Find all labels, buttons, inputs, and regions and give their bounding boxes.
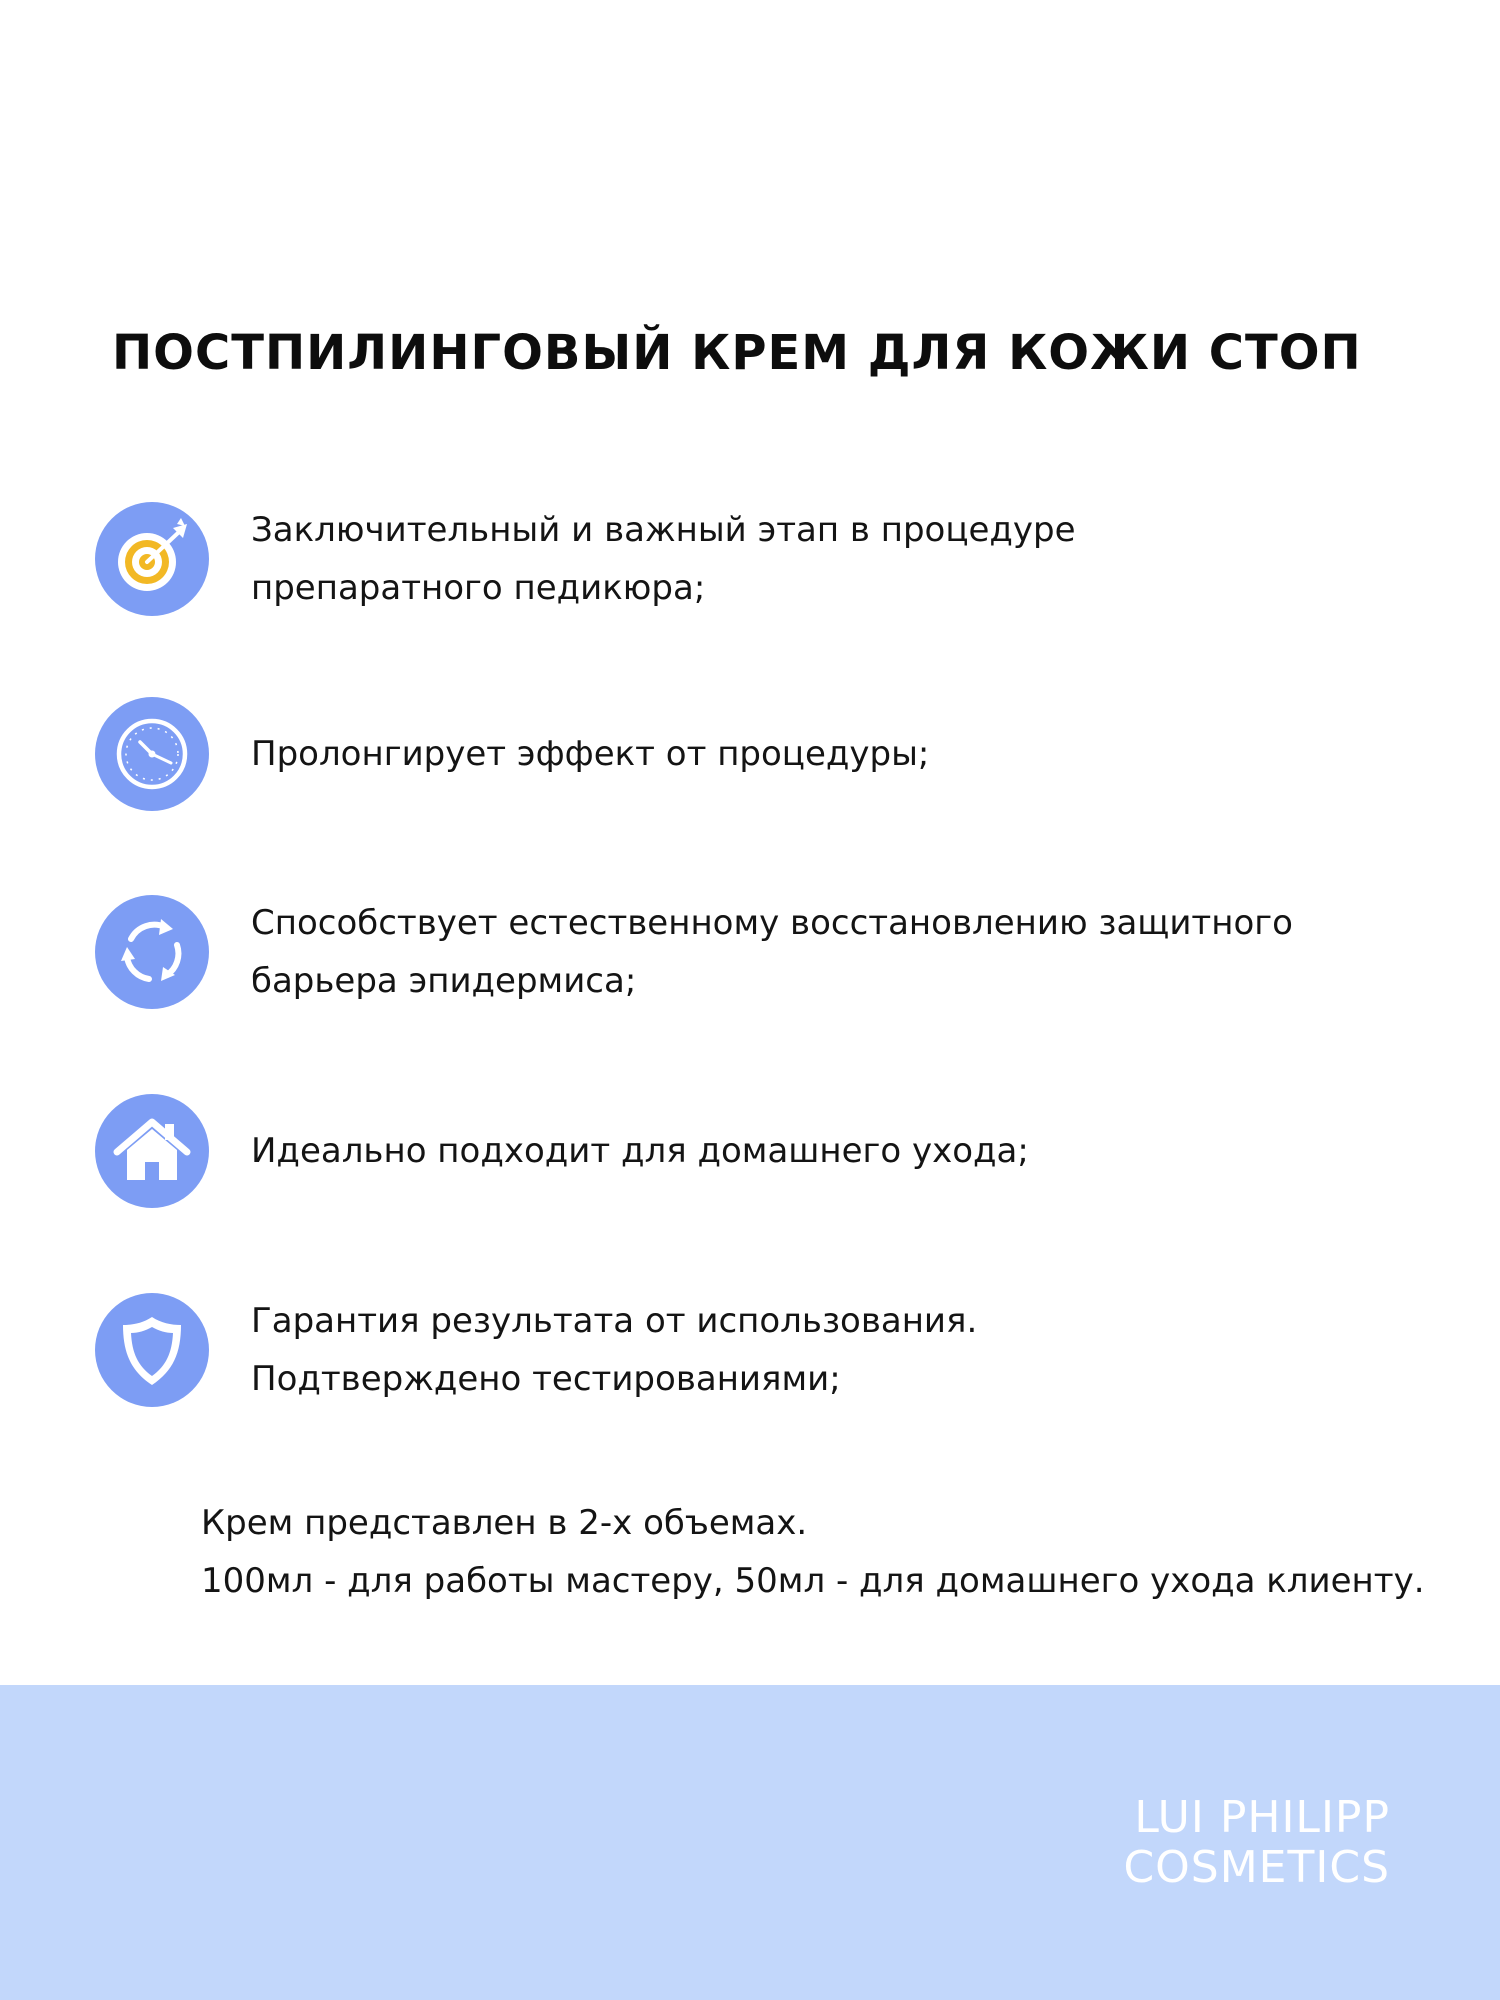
brand-line-1: LUI PHILIPP	[1134, 1792, 1390, 1843]
volume-note-line-1: Крем представлен в 2-х объемах.	[201, 1503, 808, 1543]
brand-logo	[1123, 1793, 1390, 1893]
feature-item-guarantee	[95, 1293, 1435, 1407]
feature-text: Идеально подходит для домашнего ухода;	[251, 1131, 1029, 1171]
clock-icon	[95, 697, 209, 811]
volume-note	[201, 1494, 1461, 1610]
feature-item-barrier-restore	[95, 895, 1435, 1009]
feature-item-home-care	[95, 1094, 1435, 1208]
home-icon	[95, 1094, 209, 1208]
feature-text: Способствует естественному восстановлению защитного барьера эпидермиса;	[251, 903, 1293, 1001]
target-icon	[95, 502, 209, 616]
feature-text: Гарантия результата от использования. Подтверждено тестированиями;	[251, 1301, 978, 1399]
feature-item-prolong	[95, 697, 1435, 811]
shield-icon	[95, 1293, 209, 1407]
feature-text: Пролонгирует эффект от процедуры;	[251, 734, 930, 774]
refresh-icon	[95, 895, 209, 1009]
volume-note-line-2: 100мл - для работы мастеру, 50мл - для домашнего ухода клиенту.	[201, 1561, 1425, 1601]
page-title: ПОСТПИЛИНГОВЫЙ КРЕМ ДЛЯ КОЖИ СТОП	[112, 325, 1362, 381]
feature-text: Заключительный и важный этап в процедуре препаратного педикюра;	[251, 510, 1076, 608]
brand-line-2: COSMETICS	[1123, 1842, 1390, 1893]
feature-item-final-stage	[95, 502, 1435, 616]
footer-band	[0, 1685, 1500, 2000]
